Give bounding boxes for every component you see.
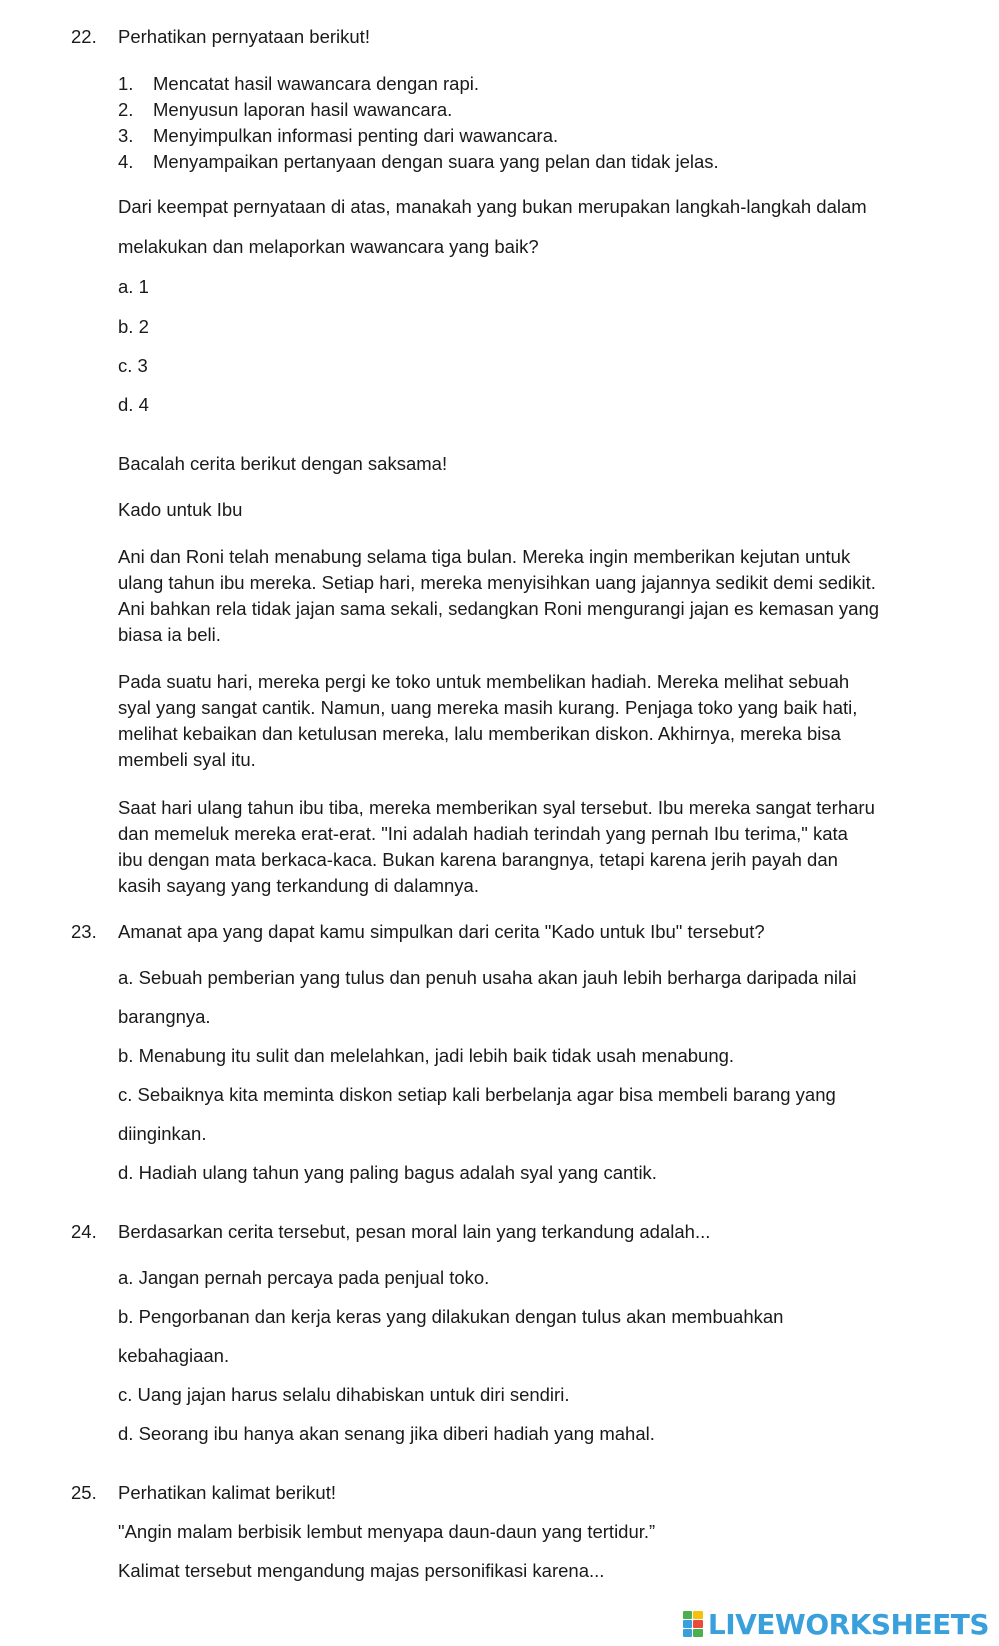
logo-cell: [693, 1620, 703, 1628]
answer-option-d: d. Hadiah ulang tahun yang paling bagus adalah syal yang cantik.: [118, 1162, 657, 1183]
question-number: 23.: [71, 921, 97, 942]
question-number: 25.: [71, 1482, 97, 1503]
paragraph-line: kasih sayang yang terkandung di dalamnya.: [118, 875, 479, 896]
logo-cell: [693, 1629, 703, 1637]
story-paragraph-1: [118, 544, 918, 648]
paragraph-line: biasa ia beli.: [118, 624, 221, 645]
statement-number: 1.: [118, 73, 134, 94]
paragraph-line: Saat hari ulang tahun ibu tiba, mereka memberikan syal tersebut. Ibu mereka sangat terharu: [118, 797, 875, 818]
paragraph-line: ibu dengan mata berkaca-kaca. Bukan karena barangnya, tetapi karena jerih payah dan: [118, 849, 838, 870]
paragraph-line: Ani dan Roni telah menabung selama tiga bulan. Mereka ingin memberikan kejutan untuk: [118, 546, 851, 567]
paragraph-line: dan memeluk mereka erat-erat. "Ini adalah hadiah terindah yang pernah Ibu terima," kata: [118, 823, 848, 844]
answer-option-d: d. 4: [118, 394, 149, 415]
paragraph-line: melihat kebaikan dan ketulusan mereka, lalu memberikan diskon. Akhirnya, mereka bisa: [118, 723, 841, 744]
statement-number: 2.: [118, 99, 134, 120]
answer-option-b-continued: kebahagiaan.: [118, 1345, 230, 1366]
statement-text: Menyusun laporan hasil wawancara.: [153, 99, 453, 120]
answer-option-a: a. 1: [118, 276, 149, 297]
statement-text: Menyampaikan pertanyaan dengan suara yang pelan dan tidak jelas.: [153, 151, 719, 172]
answer-option-b: b. Menabung itu sulit dan melelahkan, jadi lebih baik tidak usah menabung.: [118, 1045, 735, 1066]
story-title: Kado untuk Ibu: [118, 499, 243, 520]
logo-cell: [683, 1611, 693, 1619]
question-prompt: Amanat apa yang dapat kamu simpulkan dari cerita "Kado untuk Ibu" tersebut?: [118, 921, 765, 942]
answer-option-c: c. 3: [118, 355, 148, 376]
story-paragraph-3: [118, 795, 918, 899]
logo-cell: [683, 1620, 693, 1628]
question-prompt: Berdasarkan cerita tersebut, pesan moral lain yang terkandung adalah...: [118, 1221, 711, 1242]
logo-cell: [693, 1611, 703, 1619]
question-text-line: melakukan dan melaporkan wawancara yang baik?: [118, 236, 539, 257]
answer-option-b: b. Pengorbanan dan kerja keras yang dilakukan dengan tulus akan membuahkan: [118, 1306, 784, 1327]
logo-cell: [683, 1629, 693, 1637]
quoted-sentence: "Angin malam berbisik lembut menyapa daun-daun yang tertidur.”: [118, 1521, 656, 1542]
liveworksheets-logo: [683, 1607, 989, 1641]
answer-option-c: c. Uang jajan harus selalu dihabiskan untuk diri sendiri.: [118, 1384, 570, 1405]
answer-option-a: a. Sebuah pemberian yang tulus dan penuh usaha akan jauh lebih berharga daripada nilai: [118, 967, 857, 988]
question-text: Kalimat tersebut mengandung majas personifikasi karena...: [118, 1560, 605, 1581]
story-paragraph-2: [118, 669, 918, 773]
answer-option-c: c. Sebaiknya kita meminta diskon setiap kali berbelanja agar bisa membeli barang yang: [118, 1084, 836, 1105]
question-text-line: Dari keempat pernyataan di atas, manakah yang bukan merupakan langkah-langkah dalam: [118, 196, 867, 217]
paragraph-line: Pada suatu hari, mereka pergi ke toko untuk membelikan hadiah. Mereka melihat sebuah: [118, 671, 850, 692]
statement-number: 3.: [118, 125, 134, 146]
logo-text: LIVEWORKSHEETS: [707, 1607, 989, 1641]
question-number: 22.: [71, 26, 97, 47]
answer-option-d: d. Seorang ibu hanya akan senang jika diberi hadiah yang mahal.: [118, 1423, 655, 1444]
paragraph-line: ulang tahun ibu mereka. Setiap hari, mereka menyisihkan uang jajannya sedikit demi sedikit.: [118, 572, 876, 593]
reading-instruction: Bacalah cerita berikut dengan saksama!: [118, 453, 448, 474]
paragraph-line: membeli syal itu.: [118, 749, 256, 770]
answer-option-b: b. 2: [118, 316, 149, 337]
answer-option-c-continued: diinginkan.: [118, 1123, 207, 1144]
statement-number: 4.: [118, 151, 134, 172]
paragraph-line: syal yang sangat cantik. Namun, uang mereka masih kurang. Penjaga toko yang baik hati,: [118, 697, 858, 718]
statement-text: Menyimpulkan informasi penting dari wawancara.: [153, 125, 559, 146]
paragraph-line: Ani bahkan rela tidak jajan sama sekali, sedangkan Roni mengurangi jajan es kemasan yang: [118, 598, 880, 619]
logo-icon: [683, 1611, 703, 1637]
question-prompt: Perhatikan pernyataan berikut!: [118, 26, 370, 47]
question-prompt: Perhatikan kalimat berikut!: [118, 1482, 336, 1503]
answer-option-a-continued: barangnya.: [118, 1006, 211, 1027]
question-number: 24.: [71, 1221, 97, 1242]
answer-option-a: a. Jangan pernah percaya pada penjual toko.: [118, 1267, 490, 1288]
statement-text: Mencatat hasil wawancara dengan rapi.: [153, 73, 479, 94]
